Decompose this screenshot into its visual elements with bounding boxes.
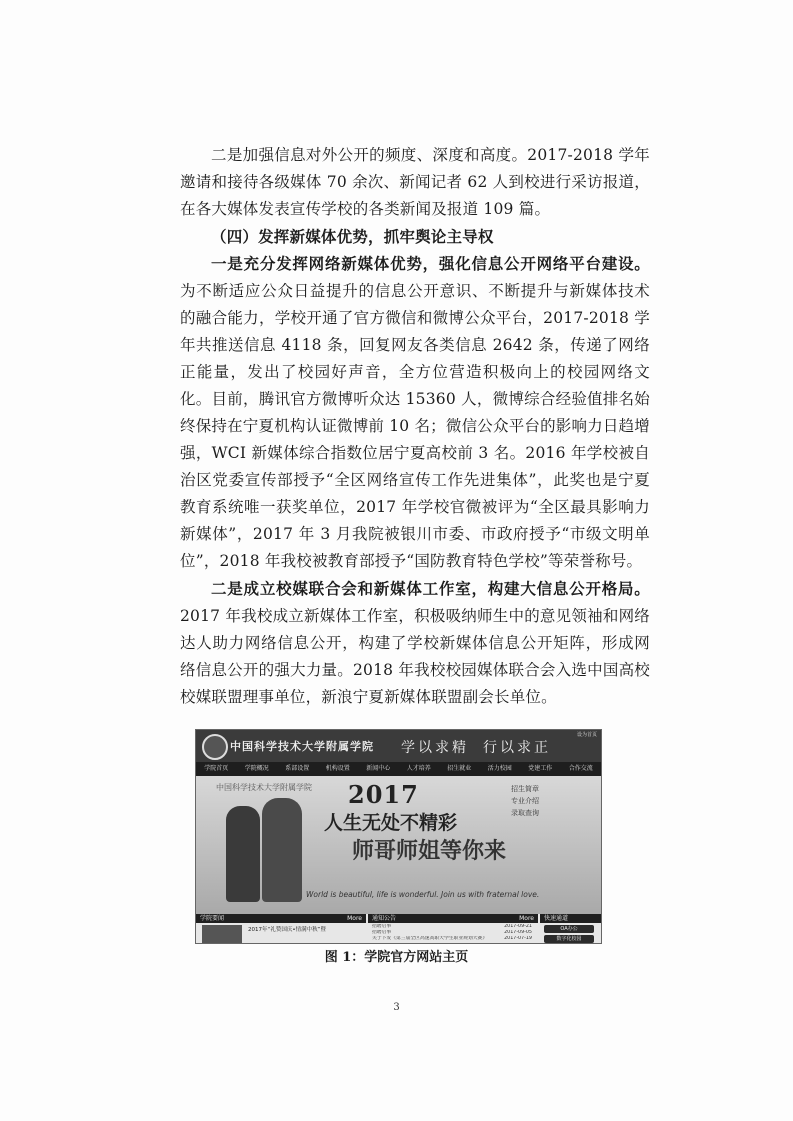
quick-link: 招生简章 bbox=[511, 785, 539, 793]
notice-header-label: 通知公告 bbox=[372, 915, 397, 922]
site-content-strip bbox=[196, 914, 601, 943]
motto-right: 行以求正 bbox=[483, 740, 551, 756]
paragraph-media-union bbox=[180, 575, 650, 711]
banner-tagline: World is beautiful, life is wonderful. Join us with fraternal love. bbox=[306, 890, 540, 899]
channel-button: OA办公 bbox=[544, 925, 594, 933]
students-photo bbox=[226, 798, 306, 904]
news-header bbox=[196, 914, 366, 923]
banner-slogan-1: 人生无处不精彩 bbox=[324, 812, 458, 834]
paragraph-body: 为不断适应公众日益提升的信息公开意识、不断提升与新媒体技术的融合能力，学校开通了官方微信和微博公众平台，2017-2018 学年共推送信息 4118 条，回复网友各类信息 2642 条，传递了网络正能量，发出了校园好声音，全方位营造积极向上的校园网络文化。目前，腾讯官方微博听众达 15360 人，微博综合经验值排名始终保持在宁夏机构认证微博前 10 名；微信公众平台的影响力日趋增强，WCI 新媒体综合指数位居宁夏高校前 3 名。2016 年学校被自治区党委宣传部授予“全区网络宣传工作先进集体”，此奖也是宁夏教育系统唯一获奖单位，2017 年学校官微被评为“全区最具影响力新媒体”，2017 年 3 月我院被银川市委、市政府授予“市级文明单位”，2018 年我校被教育部授予“国防教育特色学校”等荣誉称号。 bbox=[180, 282, 650, 570]
nav-item: 党建工作 bbox=[528, 765, 553, 772]
page-number: 3 bbox=[393, 1002, 400, 1013]
news-thumbnail bbox=[202, 925, 242, 943]
channel-button: 数字化校园 bbox=[544, 935, 594, 943]
nav-item: 学院首页 bbox=[204, 765, 229, 772]
paragraph-new-media-platform bbox=[180, 250, 650, 575]
quick-link: 录取查询 bbox=[511, 809, 539, 817]
news-header-label: 学院要闻 bbox=[200, 915, 225, 922]
nav-item: 学院概况 bbox=[244, 765, 269, 772]
set-homepage-link: 设为首页 bbox=[576, 732, 597, 738]
banner-logo: 中国科学技术大学附属学院 bbox=[216, 783, 312, 792]
site-motto bbox=[401, 737, 551, 757]
banner-quick-links bbox=[511, 784, 589, 820]
paragraph-media-openness: 二是加强信息对外公开的频度、深度和高度。2017-2018 学年邀请和接待各级媒体 70 余次、新闻记者 62 人到校进行采访报道，在各大媒体发表宣传学校的各类新闻及报道 109 篇。 bbox=[180, 146, 650, 218]
school-seal-icon bbox=[202, 734, 228, 760]
banner-year: 2017 bbox=[348, 780, 419, 809]
nav-item: 合作交流 bbox=[568, 765, 593, 772]
student-figure bbox=[226, 806, 260, 902]
nav-item: 招生就业 bbox=[447, 765, 472, 772]
section-heading-4: （四）发挥新媒体优势，抓牢舆论主导权 bbox=[211, 227, 494, 246]
notice-title: 关于下发《第三届全区高速高职大学生职业规划大赛》 bbox=[372, 936, 488, 941]
notice-row bbox=[372, 936, 532, 942]
notice-date: 2017-09-21 bbox=[504, 924, 532, 929]
paragraph-body: 2017 年我校成立新媒体工作室，积极吸纳师生中的意见领袖和网络达人助力网络信息公开，构建了学校新媒体信息公开矩阵，形成网络信息公开的强大力量。2018 年我校校园媒体联合会入选中国高校校媒联盟理事单位，新浪宁夏新媒体联盟副会长单位。 bbox=[180, 607, 650, 706]
nav-item: 人才培养 bbox=[406, 765, 431, 772]
more-link: More bbox=[519, 915, 534, 922]
notice-title: 招聘启事 bbox=[372, 924, 392, 929]
notice-header bbox=[368, 914, 538, 923]
website-screenshot bbox=[195, 729, 602, 944]
notice-list bbox=[372, 924, 532, 942]
news-item: 2017年“礼赞国庆•情满中秋”暨 bbox=[248, 927, 326, 933]
paragraph-lead: 二是成立校媒联合会和新媒体工作室，构建大信息公开格局。 bbox=[211, 579, 650, 598]
site-header bbox=[196, 730, 601, 762]
banner-slogan-2: 师哥师姐等你来 bbox=[352, 838, 507, 864]
body-text bbox=[180, 142, 650, 711]
figure-caption: 图 1：学院官方网站主页 bbox=[324, 950, 469, 965]
motto-left: 学以求精 bbox=[401, 740, 469, 756]
quick-link: 专业介绍 bbox=[511, 797, 539, 805]
channel-header: 快速通道 bbox=[540, 914, 601, 923]
site-logo-text: 中国科学技术大学附属学院 bbox=[230, 740, 374, 753]
channel-list bbox=[544, 925, 594, 944]
paragraph-lead: 一是充分发挥网络新媒体优势，强化信息公开网络平台建设。 bbox=[211, 254, 650, 273]
nav-item: 系部设置 bbox=[285, 765, 310, 772]
notice-date: 2017-07-19 bbox=[504, 936, 532, 941]
nav-item: 机构设置 bbox=[325, 765, 350, 772]
student-figure bbox=[262, 798, 302, 902]
nav-item: 新闻中心 bbox=[366, 765, 391, 772]
more-link: More bbox=[347, 915, 362, 922]
site-nav bbox=[196, 762, 601, 776]
site-banner bbox=[196, 776, 601, 914]
notice-title: 招聘启事 bbox=[372, 930, 392, 935]
nav-item: 活力校园 bbox=[487, 765, 512, 772]
notice-date: 2017-09-05 bbox=[504, 930, 532, 935]
